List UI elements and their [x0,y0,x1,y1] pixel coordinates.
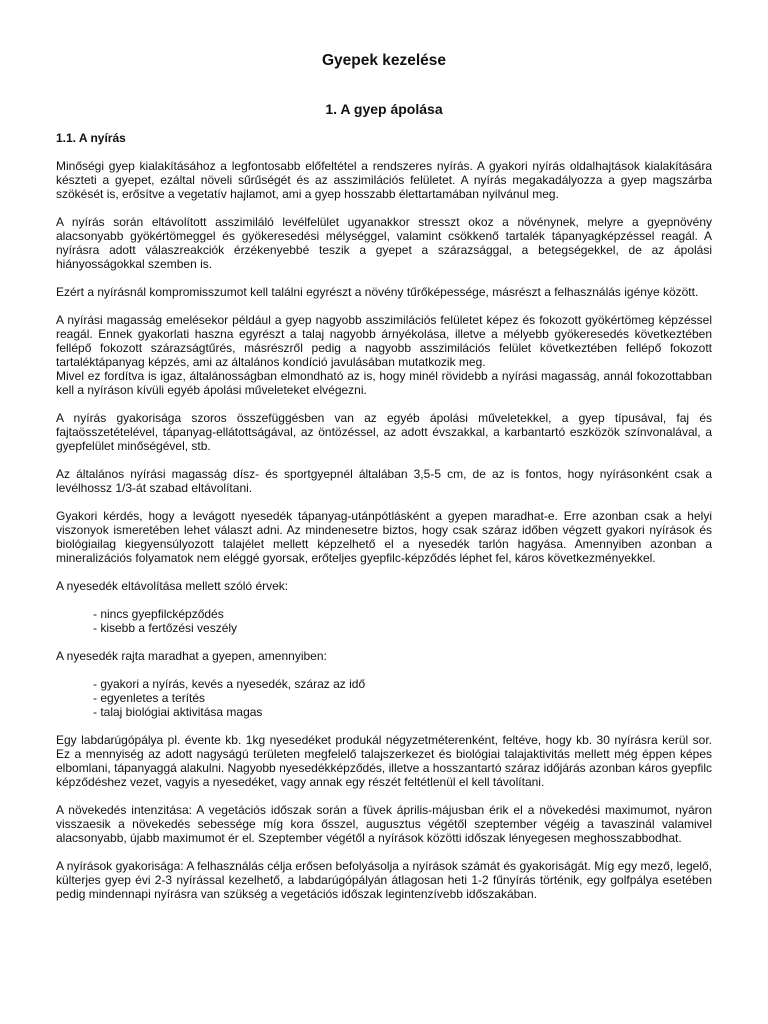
list-item: - kisebb a fertőzési veszély [93,621,238,635]
paragraph-frequency-factors: A nyírás gyakorisága szoros összefüggésben van az egyéb ápolási műveletekkel, a gyep típusával, faj és fajtaösszetételével, tápanyag-ellátottságával, az öntözéssel, az adott évszakkal, a karbantartó eszközök színvonalával, a gyepfelület minőségével, stb. [56,411,712,453]
list-item: - egyenletes a terítés [93,691,206,705]
document-title: Gyepek kezelése [321,52,447,69]
paragraph-mowing-frequency: A nyírások gyakorisága: A felhasználás célja erősen befolyásolja a nyírások számát és gyakoriságát. Míg egy mező, legelő, külterjes gyep évi 2-3 nyírással kezelhető, a labdarúgópályán átlagosan heti 1-2 fűnyírás történik, egy golfpálya esetében pedig mindennapi nyírásra van szükség a vegetációs időszak legintenzívebb időszakában. [56,859,712,901]
list-leave-conditions [56,677,712,719]
subsection-heading: 1.1. A nyírás [56,131,126,145]
list-item: - nincs gyepfilcképződés [93,607,224,621]
paragraph-football-pitch: Egy labdarúgópálya pl. évente kb. 1kg nyesedéket produkál négyzetméterenként, feltéve, hogy kb. 30 nyírásra kerül sor. Ez a mennyiség az adott nagyságú területen megfelelő talajszerkezet és biológiai talajaktivitás mellett még éppen képes elbomlani, tápanyaggá alakulni. Nagyobb nyesedékképződés, illetve a hosszantartó száraz időjárás azonban káros gyepfilc képződéshez vezet, vagyis a nyesedéket, vagy annak egy részét feltétlenül el kell távolítani. [56,733,712,789]
section-heading: 1. A gyep ápolása [325,101,443,117]
paragraph-intro: Minőségi gyep kialakításához a legfontosabb előfeltétel a rendszeres nyírás. A gyakori nyírás oldalhajtások kialakítására készteti a gyepet, ezáltal növeli sűrűségét és az asszimilációs felületet. A nyírás megakadályozza a gyep magszárba szökését is, erősítve a vegetatív hajlamot, ami a gyep hosszabb élettartamában nyilvánul meg. [56,159,712,201]
list-item: - talaj biológiai aktivitása magas [93,705,263,719]
paragraph-general-height: Az általános nyírási magasság dísz- és sportgyepnél általában 3,5-5 cm, de az is fontos, hogy nyírásonként csak a levélhossz 1/3-át szabad eltávolítani. [56,467,712,495]
paragraph-removal-args: A nyesedék eltávolítása mellett szóló érvek: [56,579,289,593]
list-removal-args [56,607,712,635]
paragraph-compromise: Ezért a nyírásnál kompromisszumot kell találni egyrészt a növény tűrőképessége, másrészt a felhasználás igénye között. [56,285,699,299]
list-item: - gyakori a nyírás, kevés a nyesedék, száraz az idő [93,677,366,691]
paragraph-growth-intensity: A növekedés intenzitása: A vegetációs időszak során a füvek április-májusban érik el a növekedési maximumot, nyáron visszaesik a növekedés sebessége míg kora ősszel, augusztus végétől szeptember végéig a tavaszinál valamivel alacsonyabb, újabb maximumot ér el. Szeptember végétől a nyírások közötti időszak lényegesen meghosszabbodhat. [56,803,712,845]
paragraph-clippings: Gyakori kérdés, hogy a levágott nyesedék tápanyag-utánpótlásként a gyepen maradhat-e. Erre azonban csak a helyi viszonyok ismeretében lehet választ adni. Az mindenesetre biztos, hogy csak száraz időben végzett gyakori nyírások és biológiailag kiegyensúlyozott talajélet mellett képzelhető el a nyesedék tarlón hagyása. Amennyiben azonban a mineralizációs folyamatok nem eléggé gyorsak, erőteljes gyepfilc-képződés léphet fel, káros következményekkel. [56,509,712,565]
paragraph-stress: A nyírás során eltávolított asszimiláló levélfelület ugyanakkor stresszt okoz a növénynek, melyre a gyepnövény alacsonyabb gyökértömeggel és gyökeresedési mélységgel, valamint csökkenő tartalék tápanyagképzéssel reagál. A nyírásra adott válaszreakciók érzékenyebbé teszik a gyepet a szárazsággal, a betegségekkel, de az ápolási hiányosságokkal szemben is. [56,215,712,271]
paragraph-height: A nyírási magasság emelésekor például a gyep nagyobb asszimilációs felületet képez és fokozott gyökértömeg képzéssel reagál. Ennek gyakorlati haszna egyrészt a talaj nagyobb árnyékolása, illetve a mélyebb gyökeresedés következtében fellépő fokozott szárazságtűrés, másrészről pedig a nagyobb asszimilációs felület következtében fellépő fokozott tartaléktápanyag képzés, ami az általános kondíció javulásában mutatkozik meg. [56,313,712,369]
paragraph-leave-conditions: A nyesedék rajta maradhat a gyepen, amennyiben: [56,649,327,663]
paragraph-reverse: Mivel ez fordítva is igaz, általánosságban elmondható az is, hogy minél rövidebb a nyírási magasság, annál fokozottabban kell a nyíráson kívüli egyéb ápolási műveleteket elvégezni. [56,369,712,397]
